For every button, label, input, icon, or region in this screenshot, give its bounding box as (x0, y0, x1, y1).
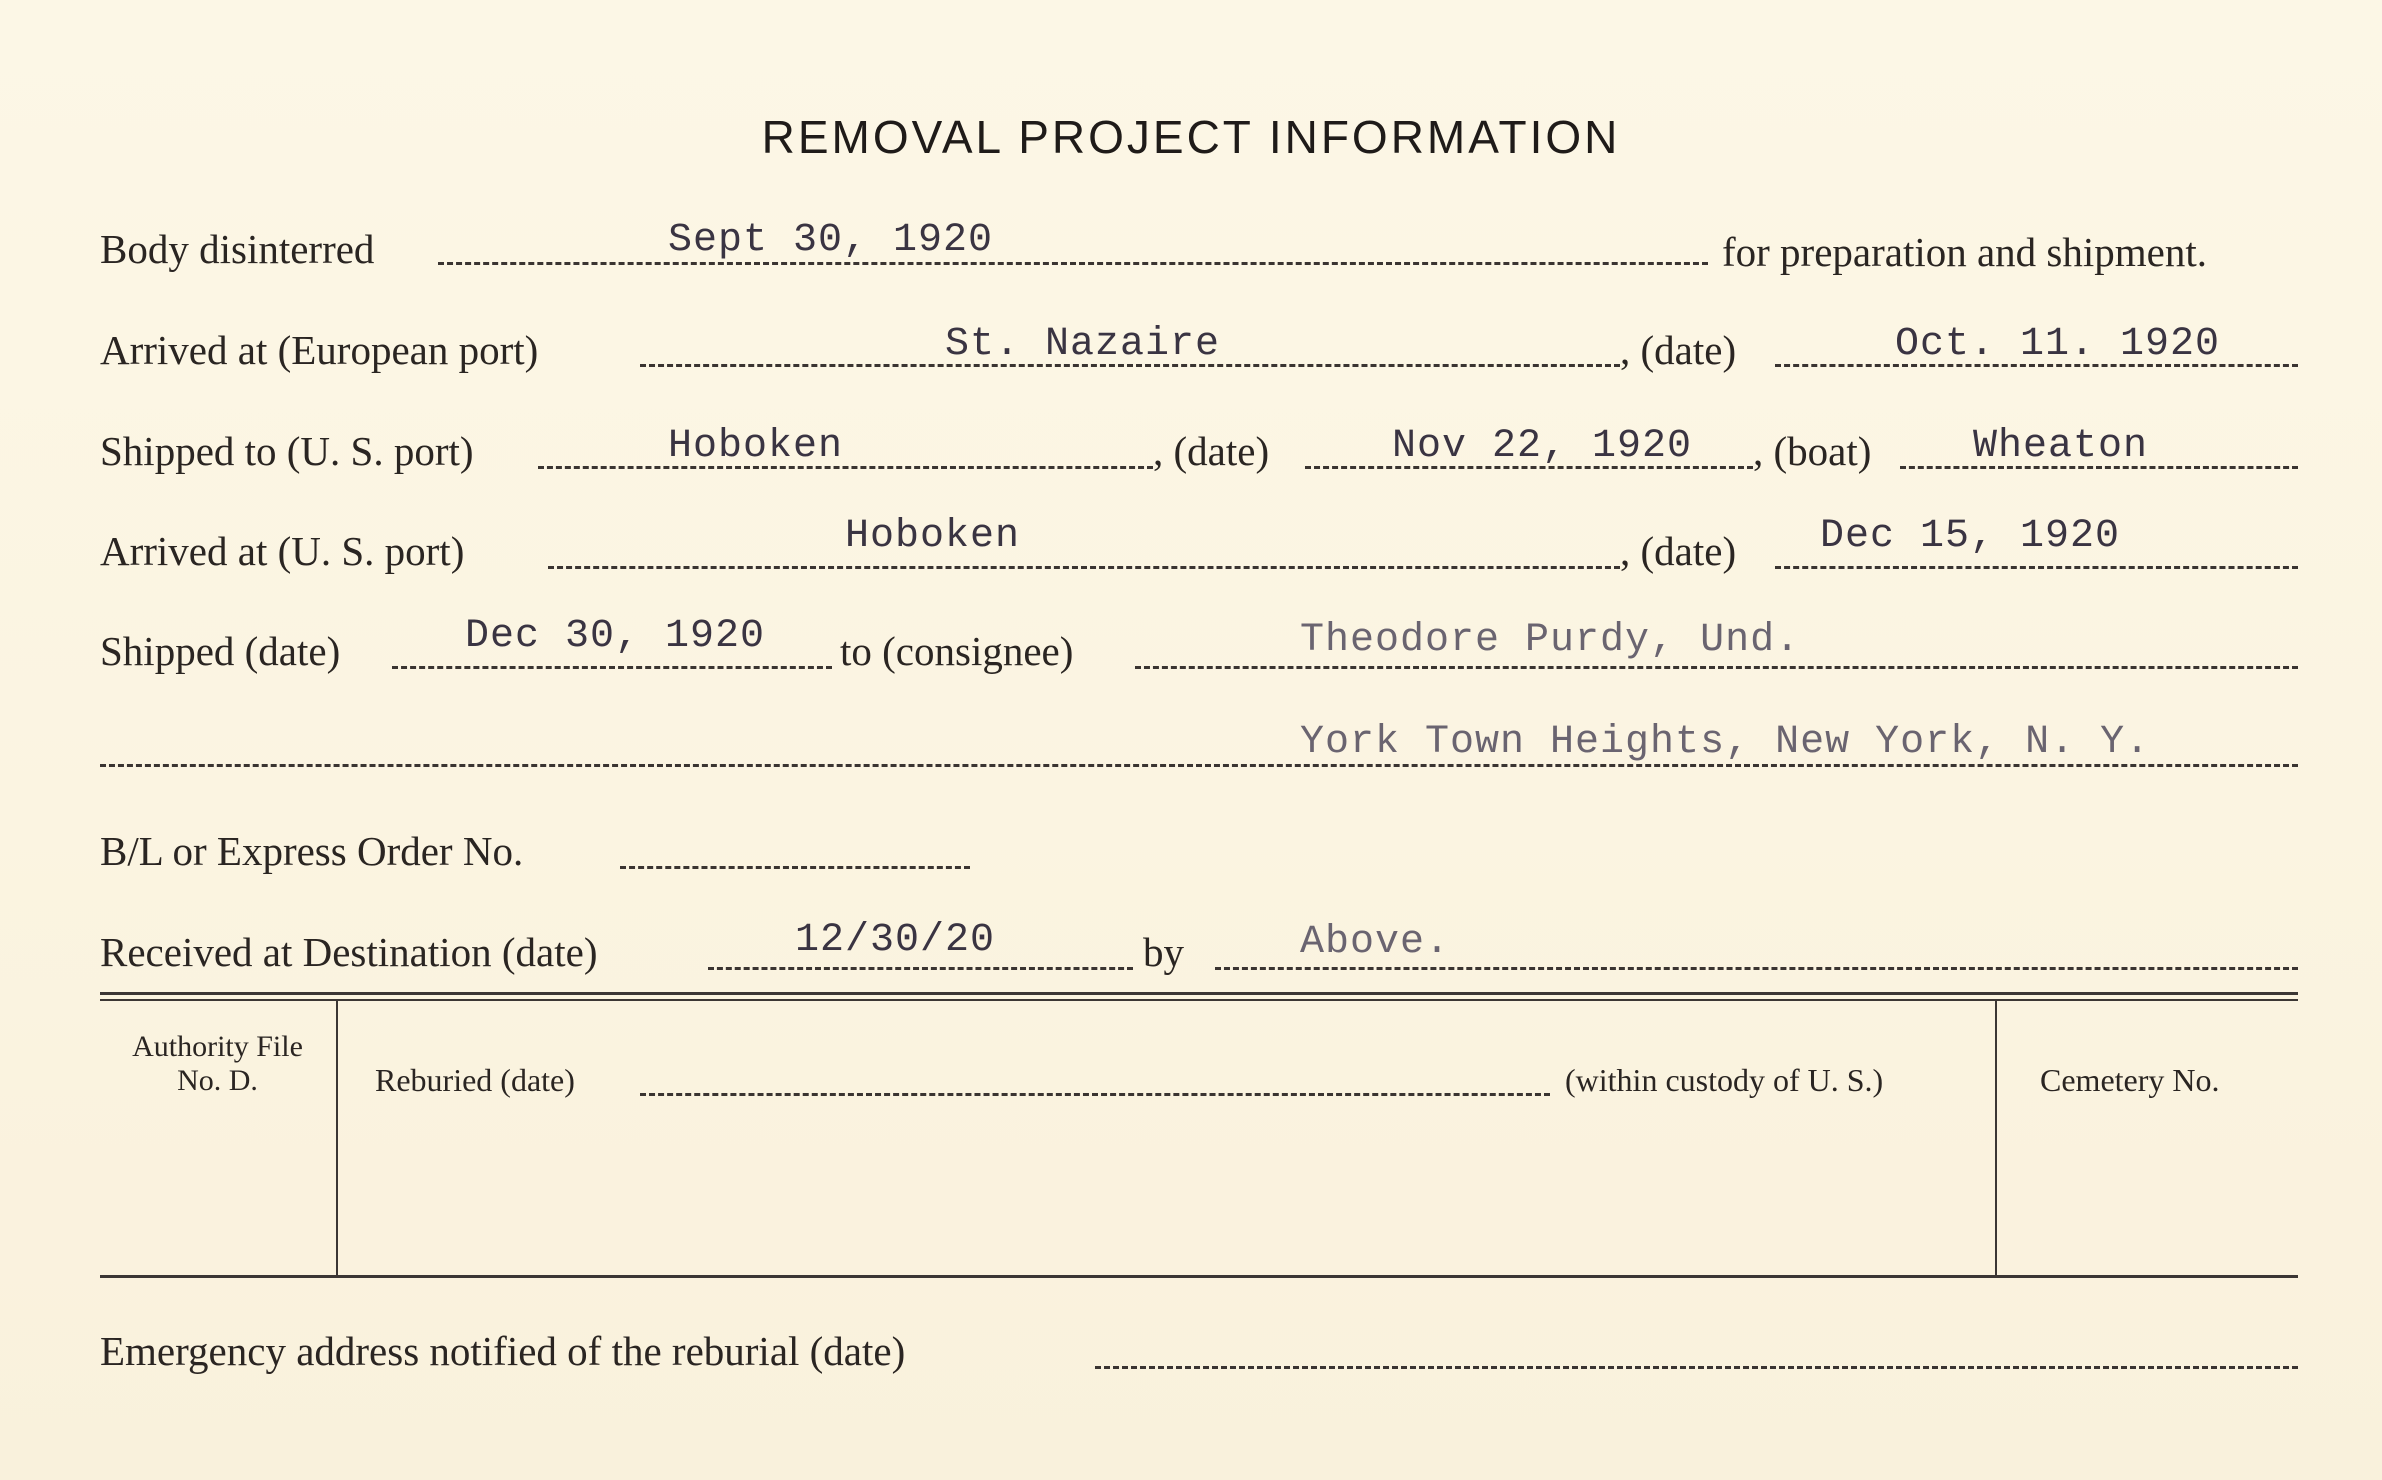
arrived-us-date-line (1775, 566, 2298, 569)
shipped-us-date-label: , (date) (1153, 428, 1270, 474)
custody-label: (within custody of U. S.) (1565, 1062, 1884, 1098)
body-disinterred-line (438, 262, 1708, 265)
reburied-label: Reburied (date) (375, 1062, 575, 1098)
emergency-line (1095, 1366, 2298, 1369)
arrived-european-value: St. Nazaire (945, 322, 1221, 367)
emergency-label: Emergency address notified of the reburial (date) (100, 1328, 906, 1374)
table-divider-1 (336, 1001, 338, 1275)
received-value: 12/30/20 (795, 918, 996, 963)
arrived-us-value: Hoboken (845, 514, 1021, 559)
table-bottom-rule (100, 1275, 2298, 1278)
card-title: REMOVAL PROJECT INFORMATION (761, 111, 1621, 163)
arrived-us-line (548, 566, 1620, 569)
received-line (708, 967, 1133, 970)
shipped-us-date-value: Nov 22, 1920 (1392, 424, 1693, 469)
shipped-us-boat-value: Wheaton (1973, 424, 2149, 469)
body-disinterred-suffix: for preparation and shipment. (1722, 229, 2208, 275)
body-disinterred-label: Body disinterred (100, 226, 375, 272)
authority-label: Authority File No. D. (132, 1030, 303, 1097)
shipped-us-boat-label: , (boat) (1753, 428, 1872, 474)
consignee-line (1135, 666, 2298, 669)
shipped-date-line (392, 666, 832, 669)
cemetery-label: Cemetery No. (2040, 1062, 2220, 1098)
consignee-value-2: York Town Heights, New York, N. Y. (1300, 720, 2151, 765)
arrived-us-date-value: Dec 15, 1920 (1820, 514, 2121, 559)
arrived-european-label: Arrived at (European port) (100, 327, 539, 373)
received-by-label: by (1143, 929, 1184, 975)
bl-order-label: B/L or Express Order No. (100, 828, 524, 874)
received-label: Received at Destination (date) (100, 929, 598, 975)
shipped-us-label: Shipped to (U. S. port) (100, 428, 474, 474)
arrived-european-date-value: Oct. 11. 1920 (1895, 322, 2221, 367)
arrived-us-date-label: , (date) (1620, 528, 1737, 574)
received-by-value: Above. (1300, 920, 1451, 965)
arrived-us-label: Arrived at (U. S. port) (100, 528, 465, 574)
consignee-value: Theodore Purdy, Und. (1300, 618, 1801, 663)
shipped-date-value: Dec 30, 1920 (465, 614, 766, 659)
consignee-label: to (consignee) (840, 628, 1074, 674)
bl-order-line (620, 866, 970, 869)
shipped-us-line (538, 466, 1153, 469)
table-divider-2 (1995, 1001, 1997, 1275)
received-by-line (1215, 967, 2298, 970)
table-top-rule (100, 992, 2298, 995)
shipped-date-label: Shipped (date) (100, 628, 341, 674)
reburied-line (640, 1093, 1550, 1096)
body-disinterred-value: Sept 30, 1920 (668, 218, 994, 263)
arrived-european-date-label: , (date) (1620, 327, 1737, 373)
shipped-us-value: Hoboken (668, 424, 844, 469)
table-top-rule-2 (100, 999, 2298, 1001)
